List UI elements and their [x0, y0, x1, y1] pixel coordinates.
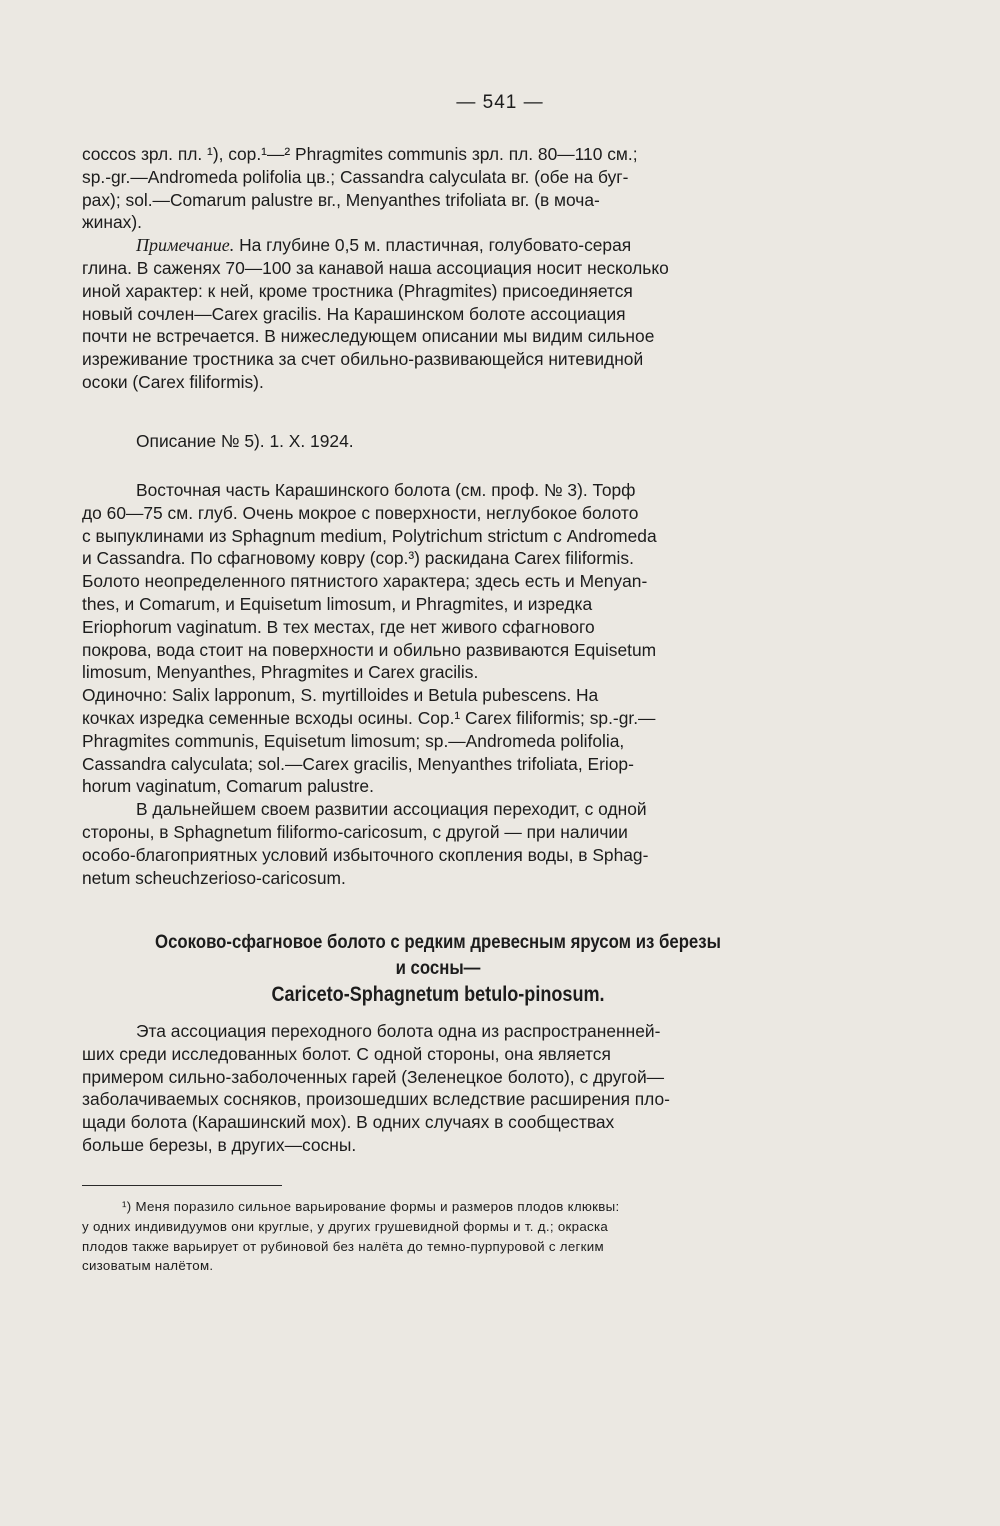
- footnote-line: плодов также варьирует от рубиновой без налёта до темно-пурпуровой с легким: [82, 1238, 604, 1254]
- text-line: Одиночно: Salix lapponum, S. myrtilloides и Betula pubescens. На: [82, 685, 599, 706]
- text-line: thes, и Comarum, и Equisetum limosum, и Phragmites, и изредка: [82, 593, 593, 614]
- text-line: sp.-gr.—Andromeda polifolia цв.; Cassandra calyculata вг. (обе на буг-: [82, 166, 629, 187]
- text-line: до 60—75 см. глуб. Очень мокрое с поверхности, неглубокое болото: [82, 502, 639, 523]
- footnote: [82, 1197, 794, 1276]
- text-line: horum vaginatum, Comarum palustre.: [82, 776, 374, 797]
- text-line: Болото неопределенного пятнистого характера; здесь есть и Menyan-: [82, 571, 648, 592]
- description-title: Описание № 5). 1. X. 1924.: [136, 431, 354, 451]
- paragraph-species-list: [82, 143, 794, 394]
- note-label: Примечание.: [136, 235, 235, 256]
- note-text: На глубине 0,5 м. пластичная, голубовато-серая: [234, 235, 632, 256]
- text-line: особо-благоприятных условий избыточного скопления воды, в Sphag-: [82, 844, 649, 865]
- text-line: покрова, вода стоит на поверхности и обильно развиваются Equisetum: [82, 639, 657, 660]
- footnote-line: у одних индивидуумов они круглые, у других грушевидной формы и т. д.; окраска: [82, 1218, 609, 1234]
- heading-line: Осоково-сфагновое болото с редким древесным ярусом из березы: [155, 931, 721, 953]
- text-line: изреживание тростника за счет обильно-развивающейся нитевидной: [82, 349, 644, 370]
- text-line: ших среди исследованных болот. С одной стороны, она является: [82, 1043, 611, 1064]
- paragraph-association: [82, 1020, 794, 1157]
- text-line: щади болота (Карашинский мох). В одних случаях в сообществах: [82, 1112, 615, 1133]
- text-line: рах); sol.—Comarum palustre вг., Menyanthes trifoliata вг. (в моча-: [82, 189, 600, 210]
- page-number: — 541 —: [456, 92, 544, 113]
- section-heading-latin: Cariceto-Sphagnetum betulo-pinosum.: [271, 983, 605, 1006]
- section-heading: [132, 929, 744, 981]
- text-line: глина. В саженях 70—100 за канавой наша ассоциация носит несколько: [82, 257, 669, 278]
- footnote-divider: [82, 1185, 282, 1186]
- text-line: стороны, в Sphagnetum filiformo-caricosum, с другой — при наличии: [82, 821, 628, 842]
- text-line: иной характер: к ней, кроме тростника (Phragmites) присоединяется: [82, 280, 633, 301]
- text-line: почти не встречается. В нижеследующем описании мы видим сильное: [82, 326, 655, 347]
- text-line: Cassandra calyculata; sol.—Carex gracilis, Menyanthes trifoliata, Eriop-: [82, 753, 634, 774]
- text-line: Эта ассоциация переходного болота одна из распространенней-: [136, 1021, 661, 1041]
- text-line: netum scheuchzerioso-caricosum.: [82, 867, 346, 888]
- text-line: и Cassandra. По сфагновому ковру (cop.³) раскидана Carex filiformis.: [82, 548, 634, 569]
- text-line: coccos зрл. пл. ¹), cop.¹—² Phragmites communis зрл. пл. 80—110 см.;: [82, 144, 638, 164]
- text-line: больше березы, в других—сосны.: [82, 1134, 357, 1155]
- text-line: кочках изредка семенные всходы осины. Cop.¹ Carex filiformis; sp.-gr.—: [82, 707, 656, 728]
- footnote-line: ¹) Меня поразило сильное варьирование формы и размеров плодов клюквы:: [122, 1199, 620, 1214]
- text-line: limosum, Menyanthes, Phragmites и Carex gracilis.: [82, 662, 479, 683]
- heading-line: и сосны—: [395, 957, 481, 979]
- text-line: с выпуклинами из Sphagnum medium, Polytrichum strictum с Andromeda: [82, 525, 657, 546]
- text-line: осоки (Carex filiformis).: [82, 371, 264, 392]
- text-line: Phragmites communis, Equisetum limosum; sp.—Andromeda polifolia,: [82, 730, 625, 751]
- description-title-block: [82, 430, 794, 453]
- paragraph-description: [82, 479, 794, 889]
- text-line: заболачиваемых сосняков, произошедших вследствие расширения пло-: [82, 1089, 670, 1110]
- footnote-line: сизоватым налётом.: [82, 1258, 214, 1274]
- note-first-line: [82, 234, 794, 257]
- text-line: Eriophorum vaginatum. В тех местах, где нет живого сфагнового: [82, 616, 595, 637]
- text-line: В дальнейшем своем развитии ассоциация переходит, с одной: [136, 799, 647, 820]
- text-line: жинах).: [82, 212, 142, 233]
- text-line: новый сочлен—Carex gracilis. На Карашинском болоте ассоциация: [82, 303, 626, 324]
- text-line: примером сильно-заболоченных гарей (Зеленецкое болото), с другой—: [82, 1066, 665, 1087]
- text-line: Восточная часть Карашинского болота (см. проф. № 3). Торф: [136, 480, 636, 500]
